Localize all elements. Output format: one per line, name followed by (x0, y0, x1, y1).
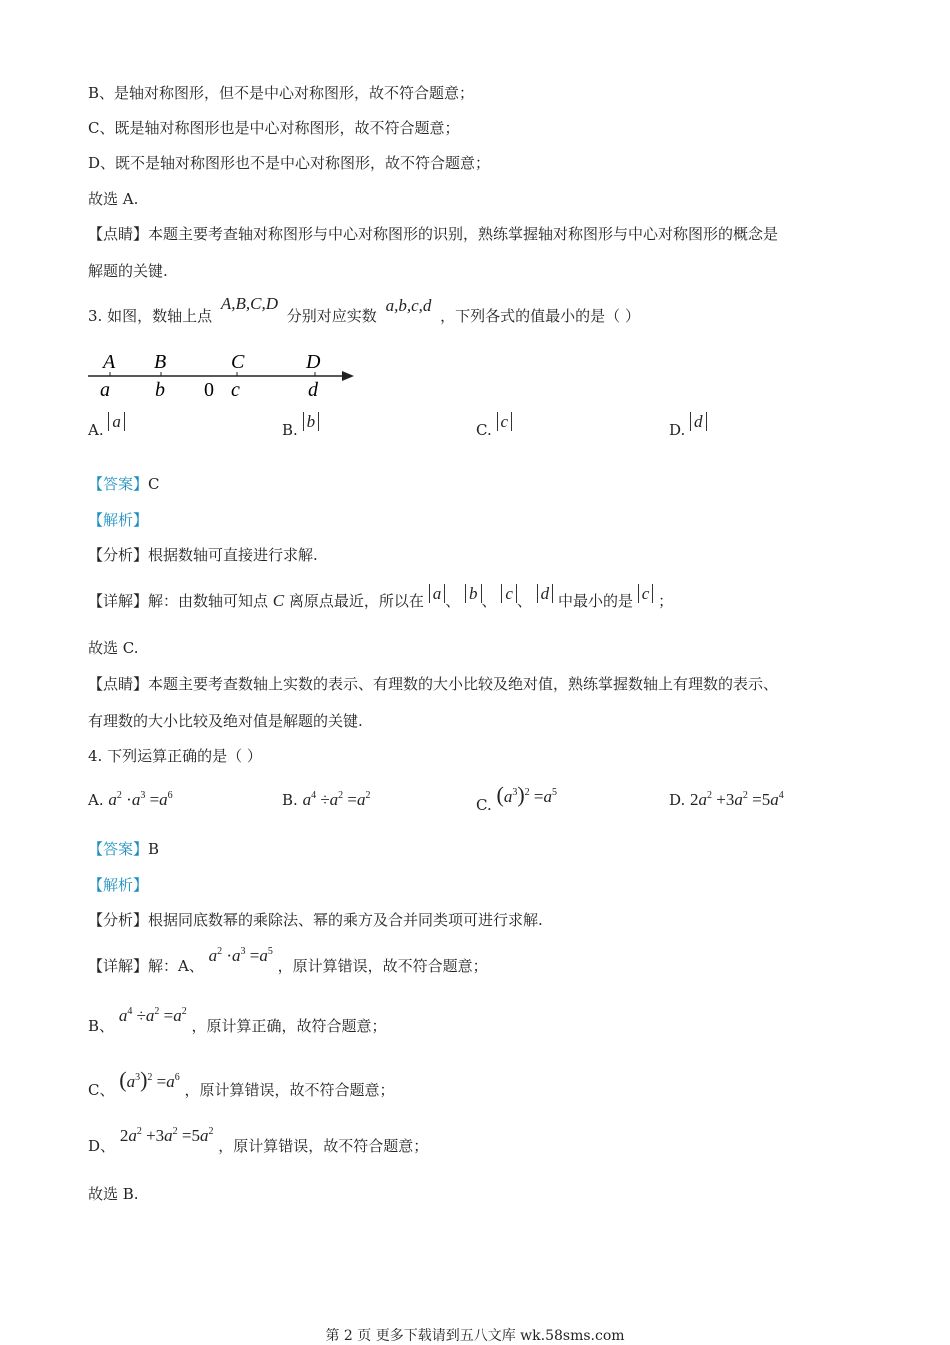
q4-detail-c-expr: $(a^3)^2 =a^6$ (119, 1067, 180, 1092)
q3-option-b (282, 412, 319, 440)
q4-detail-d-pre: D、 (88, 1137, 116, 1155)
label-D: D (306, 351, 321, 373)
q4-option-b-expr: $a^4 \div a^2 =a^2$ (302, 790, 371, 809)
q4-answer (88, 838, 159, 859)
q4-stem: 4. 下列运算正确的是（ ） (88, 747, 262, 765)
q4-analysis: 【分析】根据同底数幂的乘除法、幂的乘方及合并同类项可进行求解. (88, 911, 543, 929)
q4-option-d (669, 790, 784, 810)
q4-detail-b-expr: $a^4 \div a^2 =a^2$ (118, 1006, 187, 1025)
label-A: A (103, 351, 116, 373)
q4-analysis-tag: 【解析】 (88, 876, 149, 894)
q3-abs-c: c (501, 584, 517, 603)
q3-detail (88, 584, 674, 611)
q4-option-b (282, 790, 371, 810)
q3-option-a-expr: a (108, 412, 125, 431)
q2-option-d-note: D、既不是轴对称图形也不是中心对称图形，故不符合题意； (88, 154, 491, 172)
answer-tag: 【答案】 (88, 840, 149, 858)
sep: 、 (481, 592, 497, 610)
q3-stem (88, 294, 640, 326)
q4-option-a-expr: $a^2 \cdot a^3 =a^6$ (108, 790, 173, 809)
q3-option-a (88, 412, 125, 440)
q4-option-c-expr: $(a^3)^2 =a^5$ (496, 782, 557, 807)
q4-detail-b (88, 1006, 387, 1036)
q4-detail-a-post: ，原计算错误，故不符合题意； (277, 957, 488, 975)
q3-abs-d: d (537, 584, 554, 603)
q3-option-c-expr: c (497, 412, 513, 431)
q4-option-b-label: B. (282, 791, 298, 809)
q3-detail-mid: 离原点最近，所以在 (288, 592, 424, 610)
q3-abs-b: b (465, 584, 482, 603)
label-zero: 0 (204, 379, 214, 401)
q3-analysis-tag: 【解析】 (88, 511, 149, 529)
q4-detail-a-pre: 【详解】解：A、 (88, 957, 204, 975)
q3-detail-point: C (272, 591, 285, 610)
q3-option-b-expr: b (303, 412, 320, 431)
q3-option-d (669, 412, 707, 440)
label-d: d (308, 379, 318, 401)
q3-option-d-label: D. (669, 421, 686, 439)
q3-stem-post: ，下列各式的值最小的是（ ） (440, 307, 640, 325)
q3-option-b-label: B. (282, 421, 298, 439)
q3-choose: 故选 C. (88, 639, 139, 657)
sep: 、 (516, 592, 532, 610)
q4-detail-d-expr: $2a^2 +3a^2 =5a^2$ (119, 1126, 214, 1145)
q3-option-d-expr: d (690, 412, 707, 431)
label-C: C (231, 351, 245, 373)
answer-value: B (148, 840, 160, 858)
q4-option-d-expr: $2a^2 +3a^2 =5a^4$ (690, 790, 784, 809)
q4-detail-d (88, 1126, 429, 1156)
q3-abs-result: c (638, 584, 654, 603)
q4-choose: 故选 B. (88, 1185, 139, 1203)
q3-analysis: 【分析】根据数轴可直接进行求解. (88, 546, 318, 564)
q4-detail-a-expr: $a^2 \cdot a^3 =a^5$ (208, 946, 273, 965)
q4-option-c-label: C. (476, 796, 492, 814)
q4-option-a-label: A. (88, 791, 104, 809)
label-c: c (231, 379, 240, 401)
q4-detail-b-pre: B、 (88, 1017, 115, 1035)
q4-detail-d-post: ，原计算错误，故不符合题意； (218, 1137, 429, 1155)
number-line-figure (86, 345, 366, 405)
label-B: B (154, 351, 167, 373)
q3-option-a-label: A. (88, 421, 104, 439)
q3-detail-post: 中最小的是 (557, 592, 633, 610)
q4-detail-c-pre: C、 (88, 1081, 115, 1099)
sep: 、 (445, 592, 461, 610)
q3-detail-pre: 【详解】解：由数轴可知点 (88, 592, 269, 610)
q2-comment-line2: 解题的关键. (88, 262, 168, 280)
q4-option-a (88, 790, 173, 810)
q3-stem-mid: 分别对应实数 (286, 307, 377, 325)
answer-value: C (148, 475, 160, 493)
q4-detail-c (88, 1067, 395, 1101)
q3-comment-line1: 【点睛】本题主要考查数轴上实数的表示、有理数的大小比较及绝对值，熟练掌握数轴上有理数的表示、 (88, 675, 779, 693)
q3-answer (88, 473, 160, 494)
q4-option-d-label: D. (669, 791, 686, 809)
q2-option-c-note: C、既是轴对称图形也是中心对称图形，故不符合题意； (88, 119, 460, 137)
q4-detail-a (88, 946, 488, 976)
q3-stem-pre: 3. 如图，数轴上点 (88, 307, 213, 325)
number-line-arrow (342, 371, 354, 381)
q2-option-b-note: B、是轴对称图形，但不是中心对称图形，故不符合题意； (88, 84, 475, 102)
q4-detail-b-post: ，原计算正确，故符合题意； (191, 1017, 387, 1035)
answer-tag: 【答案】 (88, 475, 149, 493)
q4-option-c (476, 782, 557, 816)
label-a: a (100, 379, 110, 401)
q2-comment-line1: 【点睛】本题主要考查轴对称图形与中心对称图形的识别，熟练掌握轴对称图形与中心对称图形的概念是 (88, 225, 779, 243)
page-footer: 第 2 页 更多下载请到五八文库 wk.58sms.com (325, 1328, 625, 1344)
q3-comment-line2: 有理数的大小比较及绝对值是解题的关键. (88, 712, 363, 730)
q3-abs-a: a (429, 584, 446, 603)
q3-vars: a,b,c,d (385, 296, 432, 315)
q4-detail-c-post: ，原计算错误，故不符合题意； (184, 1081, 395, 1099)
label-b: b (155, 379, 165, 401)
q3-detail-end: ； (658, 592, 674, 610)
q3-points: A,B,C,D (220, 294, 279, 313)
q3-option-c-label: C. (476, 421, 492, 439)
q2-choose: 故选 A. (88, 190, 139, 208)
q3-option-c (476, 412, 512, 440)
